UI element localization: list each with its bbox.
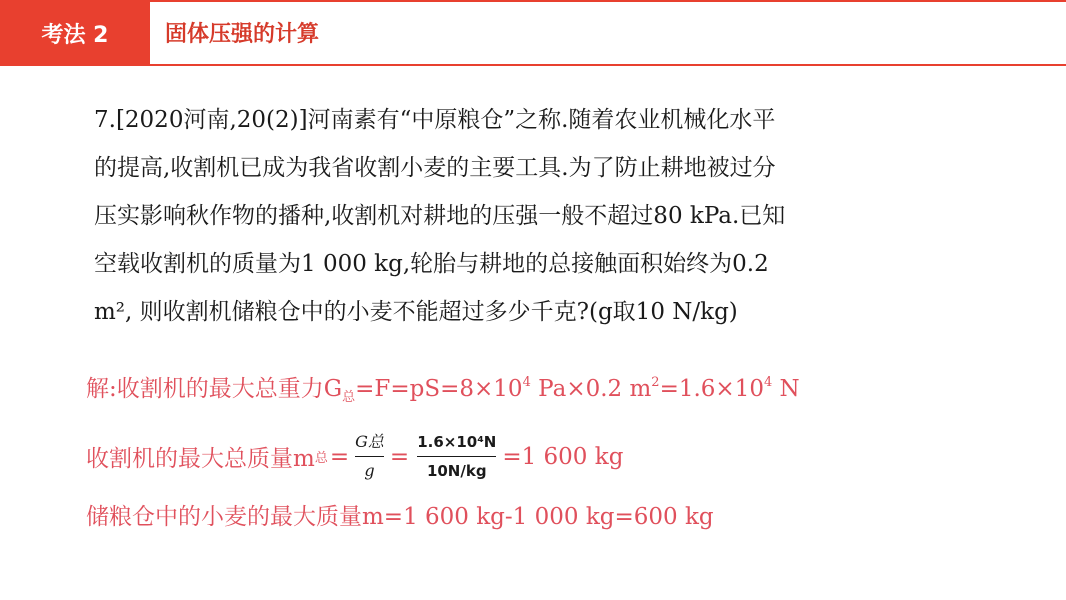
solution-text: 解:收割机的最大总重力G bbox=[86, 376, 343, 402]
problem-line: 的提高,收割机已成为我省收割小麦的主要工具.为了防止耕地被过分 bbox=[94, 155, 776, 181]
solution-text: Pa×0.2 m bbox=[530, 376, 652, 402]
superscript: 4 bbox=[763, 375, 773, 390]
problem-line: 7.[2020河南,20(2)]河南素有“中原粮仓”之称.随着农业机械化水平 bbox=[94, 107, 776, 133]
problem-line: 空载收割机的质量为1 000 kg,轮胎与耕地的总接触面积始终为0.2 bbox=[94, 251, 769, 277]
header-bottom-rule bbox=[150, 64, 1066, 66]
superscript: 2 bbox=[651, 375, 660, 390]
subscript: 总 bbox=[314, 451, 328, 466]
method-tag-label: 考法 2 bbox=[41, 22, 109, 48]
header-top-rule bbox=[150, 0, 1066, 2]
subscript: 总 bbox=[342, 390, 356, 405]
solution-text: N bbox=[772, 376, 800, 402]
superscript: 4 bbox=[522, 375, 531, 390]
solution-text: =F=pS=8×10 bbox=[355, 376, 523, 402]
fraction-denominator: g bbox=[364, 461, 375, 480]
equals-sign: = bbox=[389, 443, 410, 470]
problem-statement bbox=[94, 96, 934, 336]
solution-line-3: 储粮仓中的小麦的最大质量m=1 600 kg-1 000 kg=600 kg bbox=[86, 504, 714, 530]
method-tag bbox=[0, 0, 150, 66]
equals-sign: = bbox=[329, 443, 350, 470]
fraction-numerator: 1.6×10⁴N bbox=[417, 433, 497, 451]
solution-text: =1.6×10 bbox=[659, 376, 764, 402]
fraction-bar bbox=[417, 456, 496, 457]
header-bar bbox=[0, 0, 1066, 66]
solution-line-2 bbox=[86, 430, 623, 483]
fraction-bar bbox=[355, 456, 384, 457]
problem-line: m², 则收割机储粮仓中的小麦不能超过多少千克?(g取10 N/kg) bbox=[94, 299, 738, 325]
solution-text: 收割机的最大总质量m bbox=[86, 446, 315, 472]
solution-line-1 bbox=[86, 370, 800, 405]
section-title: 固体压强的计算 bbox=[165, 22, 320, 47]
fraction-numerator: G总 bbox=[355, 432, 384, 451]
fraction-symbolic bbox=[355, 430, 384, 483]
fraction-numeric bbox=[417, 430, 496, 483]
fraction-denominator: 10N/kg bbox=[426, 462, 487, 480]
solution-text: =1 600 kg bbox=[502, 443, 624, 470]
problem-line: 压实影响秋作物的播种,收割机对耕地的压强一般不超过80 kPa.已知 bbox=[94, 203, 786, 229]
